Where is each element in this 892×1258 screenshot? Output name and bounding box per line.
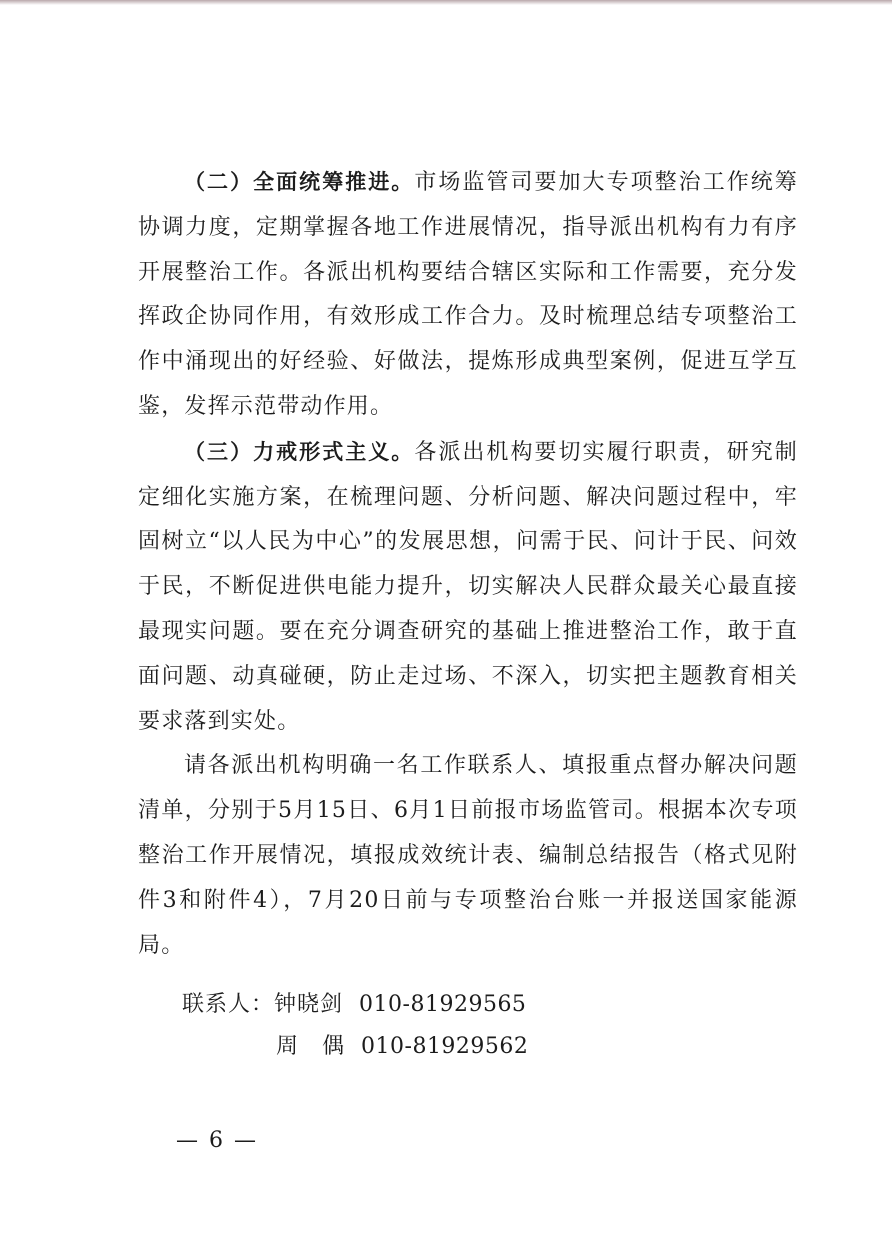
body-text: [138, 160, 798, 968]
contact-label: 联系人：: [182, 992, 275, 1017]
contact-phone-2: 010-81929562: [361, 1034, 529, 1059]
section-two-text: 市场监管司要加大专项整治工作统筹协调力度，定期掌握各地工作进展情况，指导派出机构有力有序开展整治工作。各派出机构要结合辖区实际和工作需要，充分发挥政企协同作用，有效形成工作合力。及时梳理总结专项整治工作中涌现出的好经验、好做法，提炼形成典型案例，促进互学互鉴，发挥示范带动作用。: [138, 170, 799, 419]
section-three-paragraph: [138, 430, 798, 745]
contact-name-2: 周 偶: [276, 1034, 346, 1059]
page-number: — 6 —: [176, 1128, 258, 1153]
contact-row-1: [182, 984, 528, 1026]
section-two-heading: （二）全面统筹推进。: [184, 170, 415, 194]
notice-paragraph: 请各派出机构明确一名工作联系人、填报重点督办解决问题清单，分别于5月15日、6月1日前报市场监管司。根据本次专项整治工作开展情况，填报成效统计表、编制总结报告（格式见附件3和附件4），7月20日前与专项整治台账一并报送国家能源局。: [138, 753, 798, 958]
section-three-text: 各派出机构要切实履行职责，研究制定细化实施方案，在梳理问题、分析问题、解决问题过程中，牢固树立“以人民为中心”的发展思想，问需于民、问计于民、问效于民，不断促进供电能力提升，切实解决人民群众最关心最直接最现实问题。要在充分调查研究的基础上推进整治工作，敢于直面问题、动真碰硬，防止走过场、不深入，切实把主题教育相关要求落到实处。: [138, 439, 799, 734]
contact-phone-1: 010-81929565: [359, 992, 527, 1017]
section-two-paragraph: [138, 160, 798, 430]
contact-block: [182, 984, 528, 1068]
contact-row-2: [182, 1026, 528, 1068]
scan-top-edge: [0, 0, 892, 5]
contact-name-1: 钟晓剑: [274, 992, 344, 1017]
section-three-heading: （三）力戒形式主义。: [184, 439, 415, 464]
